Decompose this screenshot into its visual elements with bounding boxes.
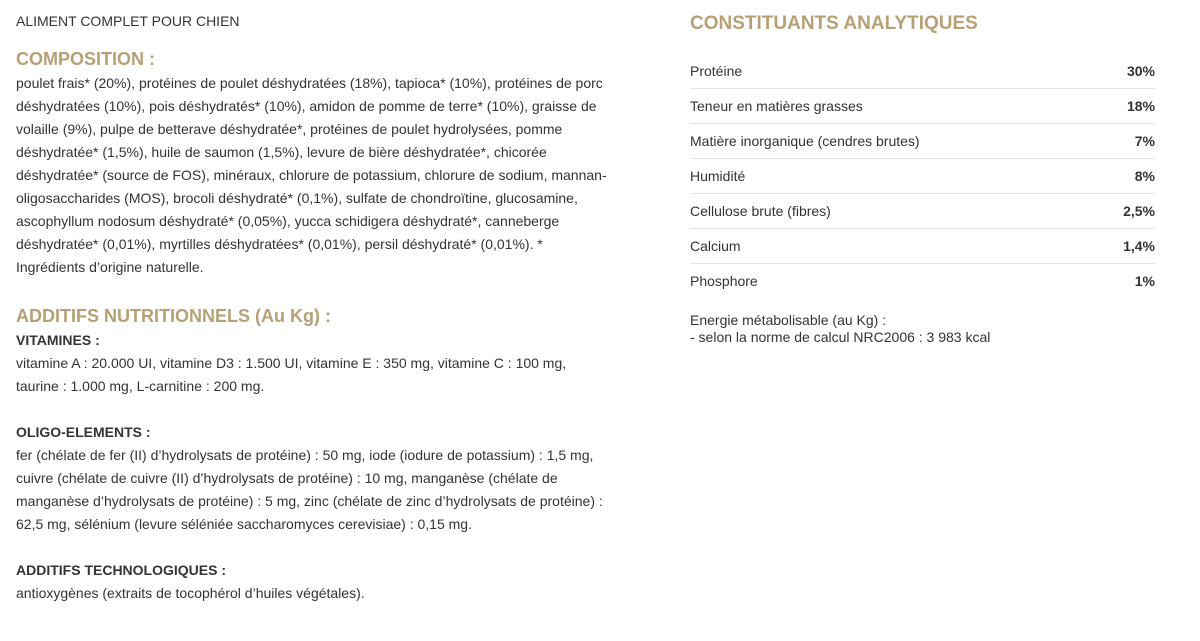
analysis-value: 18% xyxy=(1098,89,1155,124)
composition-line: ascophyllum nodosum déshydraté* (0,05%), yucca schidigera déshydraté*, canneberge xyxy=(16,213,560,229)
table-row xyxy=(690,159,1155,194)
energy-title: Energie métabolisable (au Kg) : xyxy=(690,312,887,328)
oligo-text xyxy=(16,444,676,536)
oligo-line: fer (chélate de fer (II) d’hydrolysats de protéine) : 50 mg, iode (iodure de potassium) : 1,5 mg, xyxy=(16,447,594,463)
oligo-line: manganèse d’hydrolysats de protéine) : 5 mg, zinc (chélate de zinc d’hydrolysats de protéine) : xyxy=(16,493,603,509)
composition-text xyxy=(16,72,676,279)
oligo-block xyxy=(16,421,676,536)
composition-line: déshydratées (10%), pois déshydratés* (10%), amidon de pomme de terre* (10%), graisse de xyxy=(16,98,597,114)
composition-line: oligosaccharides (MOS), brocoli déshydraté* (0,1%), sulfate de chondroïtine, glucosamine, xyxy=(16,190,578,206)
composition-line: déshydratée* (source de FOS), minéraux, chlorure de potassium, chlorure de sodium, mannan- xyxy=(16,167,607,183)
analysis-value: 8% xyxy=(1098,159,1155,194)
composition-heading: COMPOSITION : xyxy=(16,49,155,69)
composition-line: poulet frais* (20%), protéines de poulet déshydratées (18%), tapioca* (10%), protéines de porc xyxy=(16,75,603,91)
analysis-value: 7% xyxy=(1098,124,1155,159)
technologiques-title: ADDITIFS TECHNOLOGIQUES : xyxy=(16,562,226,578)
additifs-heading: ADDITIFS NUTRITIONNELS (Au Kg) : xyxy=(16,306,331,326)
energy-value: - selon la norme de calcul NRC2006 : 3 983 kcal xyxy=(690,329,991,345)
analysis-label: Phosphore xyxy=(690,273,758,289)
composition-line: Ingrédients d’origine naturelle. xyxy=(16,259,204,275)
technologiques-block xyxy=(16,559,676,605)
oligo-line: cuivre (chélate de cuivre (II) d’hydrolysats de protéine) : 10 mg, manganèse (chélate de xyxy=(16,470,558,486)
composition-line: volaille (9%), pulpe de betterave déshydratée*, protéines de poulet hydrolysées, pomme xyxy=(16,121,563,137)
analysis-heading: CONSTITUANTS ANALYTIQUES xyxy=(690,13,978,34)
right-column xyxy=(690,12,1155,346)
analysis-value: 1,4% xyxy=(1098,229,1155,264)
composition-line: déshydratée* (0,01%), myrtilles déshydratées* (0,01%), persil déshydraté* (0,01%). * xyxy=(16,236,543,252)
vitamines-text xyxy=(16,352,676,398)
vitamines-title: VITAMINES : xyxy=(16,332,100,348)
table-row xyxy=(690,54,1155,89)
technologiques-line: antioxygènes (extraits de tocophérol d’huiles végétales). xyxy=(16,585,365,601)
analysis-value: 1% xyxy=(1134,273,1155,289)
analysis-value: 30% xyxy=(1098,54,1155,89)
oligo-title: OLIGO-ELEMENTS : xyxy=(16,424,151,440)
technologiques-text xyxy=(16,582,676,605)
composition-line: déshydratée* (1,5%), huile de saumon (1,5%), levure de bière déshydratée*, chicorée xyxy=(16,144,547,160)
analysis-value: 2,5% xyxy=(1098,194,1155,229)
table-row xyxy=(690,89,1155,124)
analysis-label: Cellulose brute (fibres) xyxy=(690,194,1098,229)
analysis-label: Humidité xyxy=(690,159,1098,194)
table-row xyxy=(690,194,1155,229)
analysis-label: Protéine xyxy=(690,54,1098,89)
analysis-label: Calcium xyxy=(690,229,1098,264)
product-type: ALIMENT COMPLET POUR CHIEN xyxy=(16,13,240,29)
analysis-label: Teneur en matières grasses xyxy=(690,89,1098,124)
vitamines-line: taurine : 1.000 mg, L-carnitine : 200 mg. xyxy=(16,378,265,394)
energy-block xyxy=(690,312,1155,346)
analysis-table xyxy=(690,54,1155,298)
table-row xyxy=(690,124,1155,159)
vitamines-line: vitamine A : 20.000 UI, vitamine D3 : 1.500 UI, vitamine E : 350 mg, vitamine C : 100 mg, xyxy=(16,355,567,371)
left-column xyxy=(16,12,676,628)
table-row xyxy=(690,229,1155,264)
oligo-line: 62,5 mg, sélénium (levure séléniée saccharomyces cerevisiae) : 0,15 mg. xyxy=(16,516,472,532)
analysis-label: Matière inorganique (cendres brutes) xyxy=(690,124,1098,159)
table-row xyxy=(690,264,1155,299)
vitamines-block xyxy=(16,329,676,398)
